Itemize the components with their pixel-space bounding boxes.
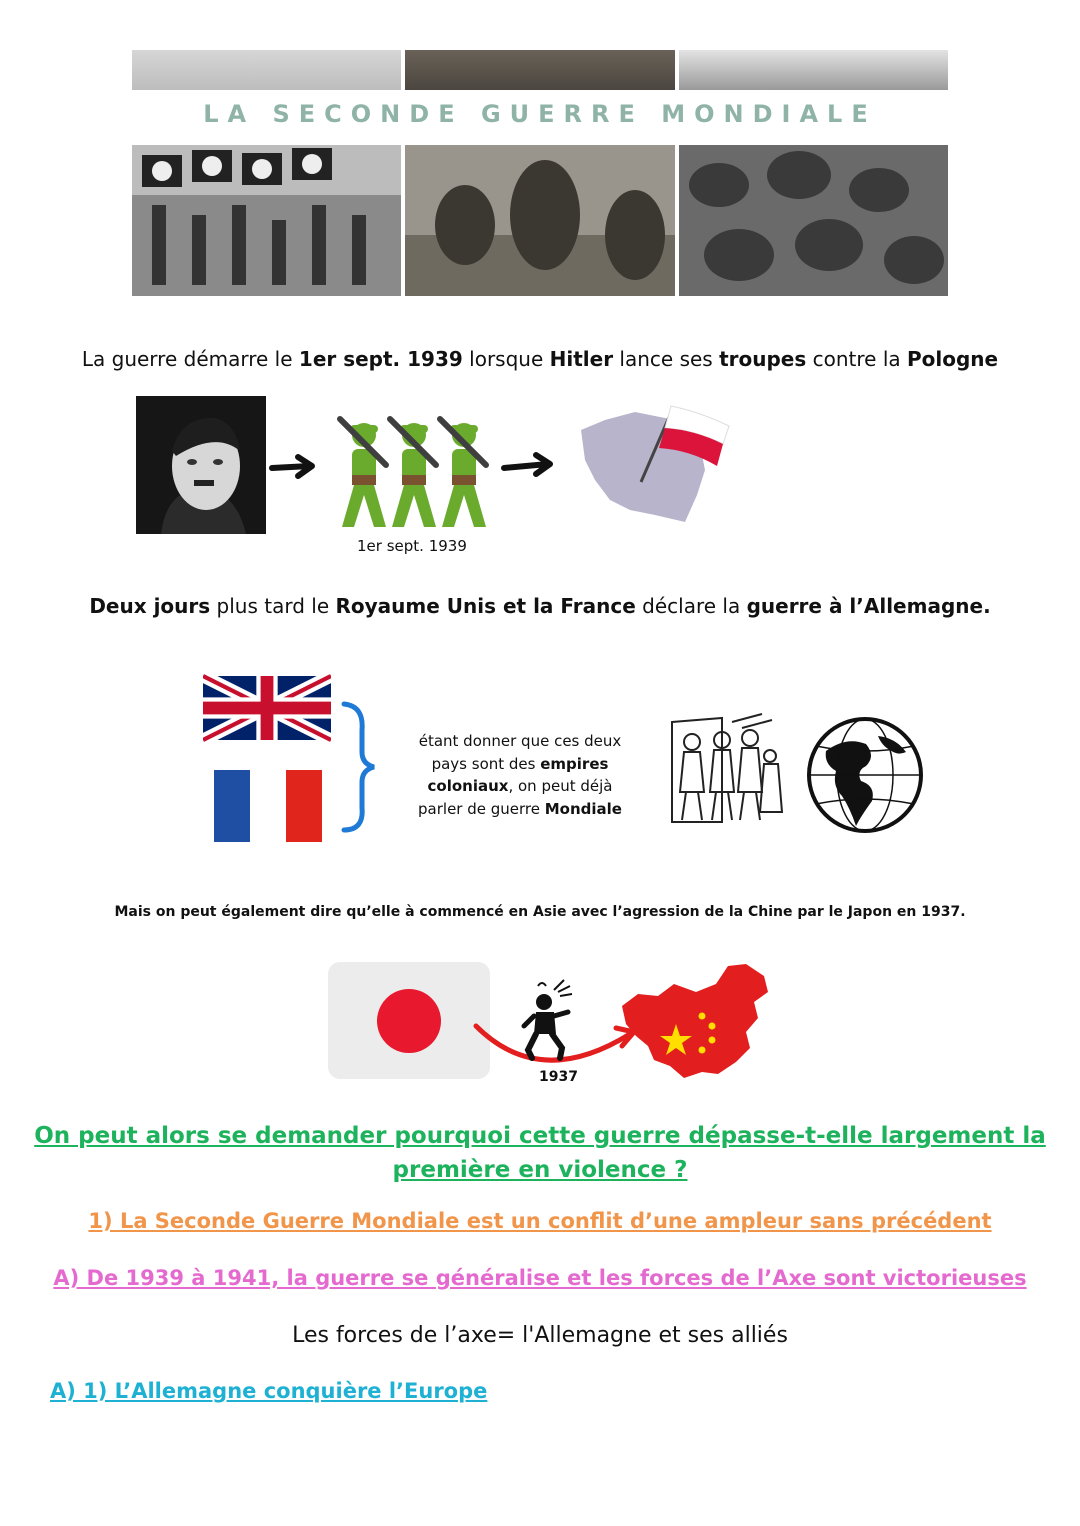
research-question: On peut alors se demander pourquoi cette guerre dépasse-t-elle largement la première en violence ? bbox=[34, 1123, 1046, 1183]
header-photo-soldiers-field bbox=[405, 145, 675, 296]
date-caption: 1er sept. 1939 bbox=[357, 537, 467, 555]
poland-map-icon bbox=[575, 400, 735, 535]
brace-icon bbox=[338, 700, 378, 840]
japan-flag-icon bbox=[328, 962, 490, 1079]
china-map-icon bbox=[618, 962, 773, 1085]
header-photo-helmets bbox=[679, 145, 948, 296]
arrow-icon bbox=[268, 452, 318, 487]
france-flag-icon bbox=[209, 770, 327, 847]
year-label: 1937 bbox=[539, 1069, 578, 1085]
soldiers-icon bbox=[336, 415, 496, 540]
page-title: LA SECONDE GUERRE MONDIALE bbox=[203, 100, 877, 128]
header-photo-top-1 bbox=[132, 50, 401, 90]
header-photo-flags-march bbox=[132, 145, 401, 296]
uk-flag-icon bbox=[203, 673, 331, 748]
header-photo-top-3 bbox=[679, 50, 948, 90]
hitler-portrait bbox=[136, 396, 266, 534]
arrow-icon bbox=[500, 450, 556, 485]
intro-sentence: La guerre démarre le 1er sept. 1939 lorsque Hitler lance ses troupes contre la Pologne bbox=[81, 347, 999, 371]
axis-definition: Les forces de l’axe= l'Allemagne et ses alliés bbox=[292, 1323, 788, 1348]
declaration-sentence: Deux jours plus tard le Royaume Unis et la France déclare la guerre à l’Allemagne. bbox=[89, 594, 991, 618]
aggression-figure-icon bbox=[520, 978, 580, 1069]
section-1-heading: 1) La Seconde Guerre Mondiale est un conflit d’une ampleur sans précédent bbox=[88, 1209, 992, 1233]
colonial-illustration bbox=[662, 712, 784, 833]
globe-icon bbox=[806, 716, 924, 839]
section-a1-heading: A) 1) L’Allemagne conquière l’Europe bbox=[50, 1379, 488, 1403]
empires-text: étant donner que ces deux pays sont des empires coloniaux, on peut déjà parler de guerre Mondiale bbox=[418, 732, 622, 818]
header-photo-top-2 bbox=[405, 50, 675, 90]
asia-sentence: Mais on peut également dire qu’elle à commencé en Asie avec l’agression de la Chine par le Japon en 1937. bbox=[114, 904, 966, 920]
section-a-heading: A) De 1939 à 1941, la guerre se généralise et les forces de l’Axe sont victorieuses bbox=[53, 1266, 1027, 1290]
